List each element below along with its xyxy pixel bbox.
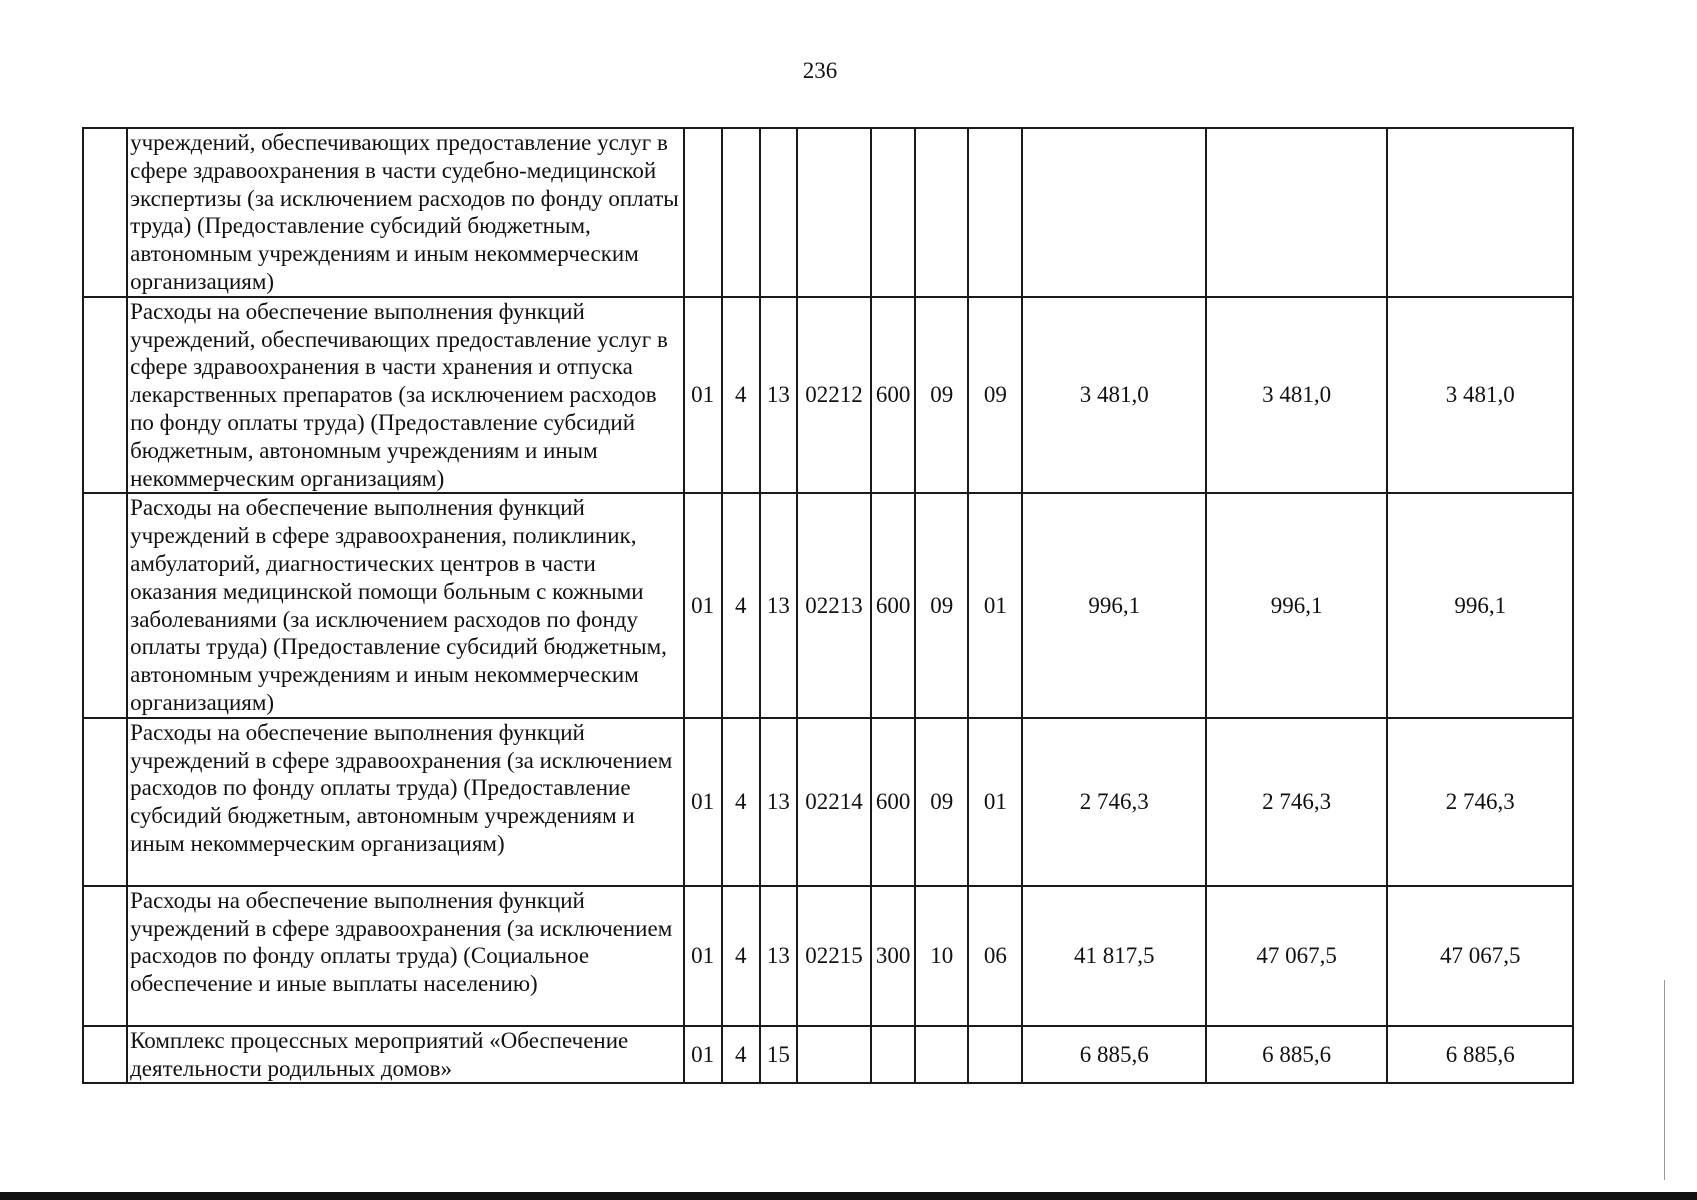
budget-table (82, 127, 1574, 1084)
amount-year-2-cell: 47 067,5 (1206, 886, 1387, 1026)
amount-year-2-cell: 3 481,0 (1206, 297, 1387, 494)
code-direction-cell (797, 128, 871, 297)
amount-year-2-cell: 6 885,6 (1206, 1026, 1387, 1084)
code-complex-cell: 13 (760, 297, 797, 494)
expense-name-cell: Расходы на обеспечение выполнения функций учреждений, обеспечивающих предоставление услуг в сфере здравоохранения в части хранения и отпуска лекарственных препаратов (за исключением расходов по фонду оплаты труда) (Предоставление субсидий бюджетным, автономным учреждениям и иным некоммерческим организациям) (127, 297, 683, 494)
page-number: 236 (802, 58, 838, 83)
code-subprogram-cell: 4 (722, 886, 760, 1026)
code-section-cell: 10 (915, 886, 968, 1026)
amount-year-3-cell: 47 067,5 (1387, 886, 1573, 1026)
code-complex-cell: 15 (760, 1026, 797, 1084)
code-subsection-cell: 01 (968, 718, 1022, 886)
code-expense-type-cell (871, 128, 915, 297)
code-subprogram-cell: 4 (722, 718, 760, 886)
code-section-cell: 09 (915, 718, 968, 886)
scan-edge-line (1664, 980, 1665, 1180)
table-row (83, 297, 1573, 494)
code-program-cell: 01 (684, 297, 722, 494)
amount-year-3-cell: 3 481,0 (1387, 297, 1573, 494)
amount-year-1-cell: 996,1 (1022, 493, 1205, 717)
code-direction-cell: 02212 (797, 297, 871, 494)
row-number-cell (83, 1026, 127, 1084)
table-row (83, 493, 1573, 717)
code-subsection-cell: 01 (968, 493, 1022, 717)
code-direction-cell (797, 1026, 871, 1084)
amount-year-2-cell (1206, 128, 1387, 297)
expense-name-cell: Расходы на обеспечение выполнения функций учреждений в сфере здравоохранения (за исключением расходов по фонду оплаты труда) (Социальное обеспечение и иные выплаты населению) (127, 886, 683, 1026)
code-expense-type-cell: 600 (871, 297, 915, 494)
code-subsection-cell: 09 (968, 297, 1022, 494)
code-section-cell: 09 (915, 297, 968, 494)
code-direction-cell: 02213 (797, 493, 871, 717)
code-program-cell: 01 (684, 718, 722, 886)
code-subsection-cell: 06 (968, 886, 1022, 1026)
code-subsection-cell (968, 1026, 1022, 1084)
code-expense-type-cell: 300 (871, 886, 915, 1026)
amount-year-1-cell: 6 885,6 (1022, 1026, 1205, 1084)
row-number-cell (83, 128, 127, 297)
row-number-cell (83, 886, 127, 1026)
code-subsection-cell (968, 128, 1022, 297)
code-section-cell: 09 (915, 493, 968, 717)
expense-name-cell: Расходы на обеспечение выполнения функций учреждений в сфере здравоохранения, поликлиник, амбулаторий, диагностических центров в части оказания медицинской помощи больным с кожными заболеваниями (за исключением расходов по фонду оплаты труда) (Предоставление субсидий бюджетным, автономным учреждениям и иным некоммерческим организациям) (127, 493, 683, 717)
code-complex-cell (760, 128, 797, 297)
expense-name-cell: Расходы на обеспечение выполнения функций учреждений в сфере здравоохранения (за исключением расходов по фонду оплаты труда) (Предоставление субсидий бюджетным, автономным учреждениям и иным некоммерческим организациям) (127, 718, 683, 886)
code-expense-type-cell: 600 (871, 493, 915, 717)
table-row (83, 128, 1573, 297)
amount-year-2-cell: 2 746,3 (1206, 718, 1387, 886)
table-row (83, 1026, 1573, 1084)
code-section-cell (915, 1026, 968, 1084)
code-complex-cell: 13 (760, 718, 797, 886)
code-subprogram-cell: 4 (722, 493, 760, 717)
code-program-cell: 01 (684, 1026, 722, 1084)
amount-year-3-cell: 6 885,6 (1387, 1026, 1573, 1084)
scan-bottom-border (0, 1192, 1697, 1200)
amount-year-3-cell: 2 746,3 (1387, 718, 1573, 886)
amount-year-1-cell: 3 481,0 (1022, 297, 1205, 494)
amount-year-1-cell: 2 746,3 (1022, 718, 1205, 886)
table-row (83, 718, 1573, 886)
code-subprogram-cell: 4 (722, 297, 760, 494)
code-expense-type-cell (871, 1026, 915, 1084)
code-expense-type-cell: 600 (871, 718, 915, 886)
code-complex-cell: 13 (760, 493, 797, 717)
code-subprogram-cell (722, 128, 760, 297)
code-program-cell (684, 128, 722, 297)
expense-name-cell: учреждений, обеспечивающих предоставление услуг в сфере здравоохранения в части судебно-медицинской экспертизы (за исключением расходов по фонду оплаты труда) (Предоставление субсидий бюджетным, автономным учреждениям и иным некоммерческим организациям) (127, 128, 683, 297)
code-program-cell: 01 (684, 493, 722, 717)
row-number-cell (83, 297, 127, 494)
code-complex-cell: 13 (760, 886, 797, 1026)
code-direction-cell: 02215 (797, 886, 871, 1026)
amount-year-1-cell: 41 817,5 (1022, 886, 1205, 1026)
amount-year-3-cell (1387, 128, 1573, 297)
amount-year-3-cell: 996,1 (1387, 493, 1573, 717)
expense-name-cell: Комплекс процессных мероприятий «Обеспечение деятельности родильных домов» (127, 1026, 683, 1084)
code-subprogram-cell: 4 (722, 1026, 760, 1084)
row-number-cell (83, 718, 127, 886)
table-row (83, 886, 1573, 1026)
amount-year-2-cell: 996,1 (1206, 493, 1387, 717)
code-direction-cell: 02214 (797, 718, 871, 886)
row-number-cell (83, 493, 127, 717)
code-section-cell (915, 128, 968, 297)
code-program-cell: 01 (684, 886, 722, 1026)
amount-year-1-cell (1022, 128, 1205, 297)
